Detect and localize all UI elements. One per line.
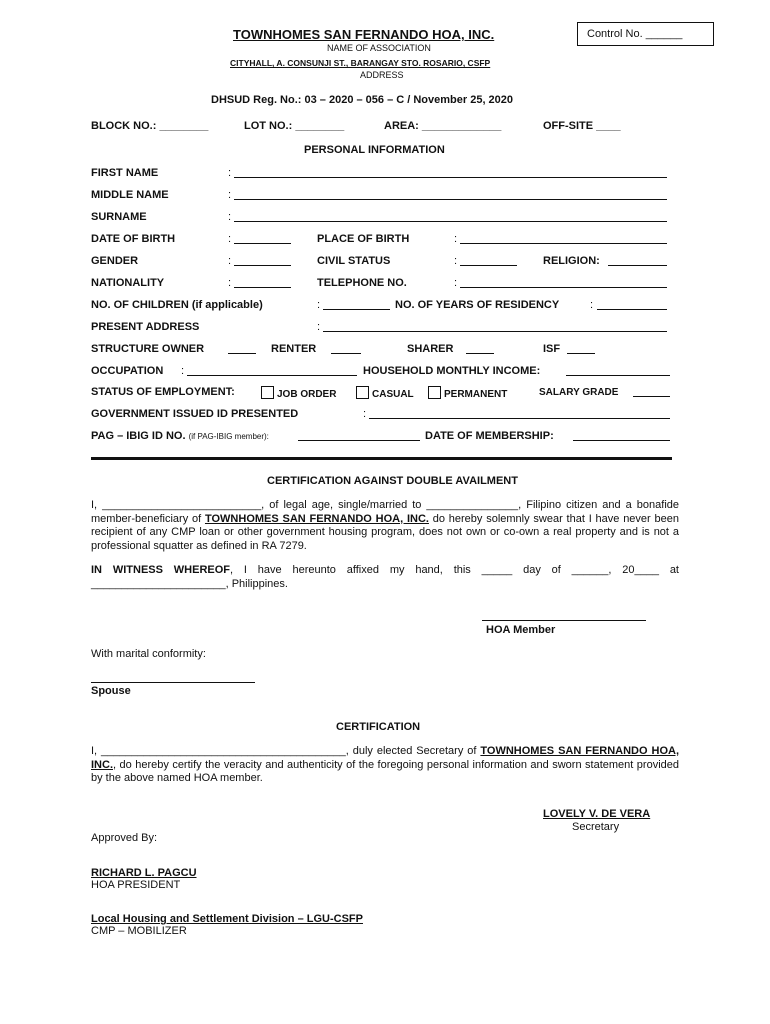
nationality-input[interactable] [234, 287, 291, 288]
spouse-label: Spouse [91, 685, 131, 697]
block-no-field[interactable]: BLOCK NO.: ________ [91, 120, 209, 132]
telephone-input[interactable] [460, 287, 667, 288]
occupation-input[interactable] [187, 375, 357, 376]
approved-by-label: Approved By: [91, 832, 158, 844]
control-number: Control No. ______ [587, 28, 683, 40]
pagibig-input[interactable] [298, 440, 420, 441]
colon: : [590, 299, 594, 311]
religion-label: RELIGION: [543, 255, 600, 267]
religion-input[interactable] [608, 265, 667, 266]
first-name-input[interactable] [234, 177, 667, 178]
personal-info-title: PERSONAL INFORMATION [304, 144, 445, 156]
membership-date-input[interactable] [573, 440, 670, 441]
children-label: NO. OF CHILDREN (if applicable) [91, 299, 263, 311]
household-income-label: HOUSEHOLD MONTHLY INCOME: [363, 365, 541, 377]
job-order-label: JOB ORDER [277, 389, 337, 400]
colon: : [317, 321, 321, 333]
renter-label: RENTER [271, 343, 317, 355]
witness-paragraph: IN WITNESS WHEREOF, I have hereunto affixed my hand, this _____ day of ______, 20____ at ______________________, Philippines. [91, 564, 679, 590]
secretary-title: Secretary [572, 821, 620, 833]
civil-status-input[interactable] [460, 265, 517, 266]
gender-input[interactable] [234, 265, 291, 266]
double-availment-paragraph: I, __________________________, of legal age, single/married to _______________, Filipino citizen and a bonafide member-beneficiary of TOWNHOMES SAN FERNANDO HOA, INC. do hereby solemnly swear that I have never been recipient of any CMP loan or other government housing program, does not own or co-own a real property and is not a professional squatter as defined in RA 7279. [91, 499, 679, 552]
association-caption: NAME OF ASSOCIATION [327, 43, 431, 53]
gov-id-label: GOVERNMENT ISSUED ID PRESENTED [91, 408, 299, 420]
spouse-signature-line[interactable] [91, 682, 255, 683]
colon: : [454, 277, 458, 289]
telephone-label: TELEPHONE NO. [317, 277, 407, 289]
middle-name-input[interactable] [234, 199, 667, 200]
association-name: TOWNHOMES SAN FERNANDO HOA, INC. [233, 27, 495, 42]
surname-input[interactable] [234, 221, 667, 222]
colon: : [228, 167, 232, 179]
colon: : [363, 408, 367, 420]
years-residency-input[interactable] [597, 309, 667, 310]
job-order-option[interactable] [261, 386, 336, 400]
present-address-label: PRESENT ADDRESS [91, 321, 200, 333]
colon: : [228, 233, 232, 245]
colon: : [454, 255, 458, 267]
dhsud-registration: DHSUD Reg. No.: 03 – 2020 – 056 – C / November 25, 2020 [211, 94, 514, 106]
permanent-label: PERMANENT [444, 389, 508, 400]
colon: : [228, 277, 232, 289]
section-divider [91, 457, 672, 460]
nationality-label: NATIONALITY [91, 277, 165, 289]
division-name: Local Housing and Settlement Division – LGU-CSFP [91, 913, 363, 925]
membership-date-label: DATE OF MEMBERSHIP: [425, 430, 554, 442]
children-input[interactable] [323, 309, 390, 310]
casual-label: CASUAL [372, 389, 414, 400]
association-address: CITYHALL, A. CONSUNJI ST., BARANGAY STO. ROSARIO, CSFP [230, 58, 491, 68]
surname-label: SURNAME [91, 211, 147, 223]
gender-label: GENDER [91, 255, 139, 267]
sharer-input[interactable] [466, 353, 494, 354]
double-availment-title: CERTIFICATION AGAINST DOUBLE AVAILMENT [267, 475, 518, 487]
first-name-label: FIRST NAME [91, 167, 159, 179]
renter-input[interactable] [331, 353, 361, 354]
president-name: RICHARD L. PAGCU [91, 867, 197, 879]
area-field[interactable]: AREA: _____________ [384, 120, 502, 132]
pagibig-note: (if PAG-IBIG member): [188, 432, 269, 441]
colon: : [228, 255, 232, 267]
salary-grade-label: SALARY GRADE [539, 387, 619, 398]
isf-input[interactable] [567, 353, 595, 354]
occupation-label: OCCUPATION [91, 365, 164, 377]
hoa-member-label: HOA Member [486, 624, 556, 636]
president-title: HOA PRESIDENT [91, 879, 181, 891]
structure-owner-label: STRUCTURE OWNER [91, 343, 205, 355]
place-of-birth-input[interactable] [460, 243, 667, 244]
present-address-input[interactable] [323, 331, 667, 332]
middle-name-label: MIDDLE NAME [91, 189, 169, 201]
place-of-birth-label: PLACE OF BIRTH [317, 233, 410, 245]
certification-paragraph: I, ________________________________________, duly elected Secretary of TOWNHOMES SAN FERNANDO HOA, INC., do hereby certify the veracity and authenticity of the foregoing personal information and sworn statement provided by the above named HOA member. [91, 745, 679, 784]
employment-status-label: STATUS OF EMPLOYMENT: [91, 386, 235, 398]
secretary-name: LOVELY V. DE VERA [543, 808, 651, 820]
colon: : [228, 189, 232, 201]
date-of-birth-input[interactable] [234, 243, 291, 244]
casual-option[interactable] [356, 386, 414, 400]
colon: : [317, 299, 321, 311]
hoa-member-signature-line[interactable] [482, 620, 646, 621]
years-residency-label: NO. OF YEARS OF RESIDENCY [395, 299, 560, 311]
sharer-label: SHARER [407, 343, 454, 355]
salary-grade-input[interactable] [633, 396, 670, 397]
casual-checkbox[interactable] [356, 386, 369, 399]
permanent-checkbox[interactable] [428, 386, 441, 399]
pagibig-text: PAG – IBIG ID NO. [91, 430, 186, 442]
certification-title: CERTIFICATION [336, 721, 421, 733]
marital-conformity-label: With marital conformity: [91, 648, 206, 660]
control-number-box[interactable] [577, 22, 714, 46]
colon: : [181, 365, 185, 377]
structure-owner-input[interactable] [228, 353, 256, 354]
colon: : [454, 233, 458, 245]
pagibig-label[interactable] [91, 430, 269, 442]
mobilizer-title: CMP – MOBILIZER [91, 925, 187, 937]
job-order-checkbox[interactable] [261, 386, 274, 399]
gov-id-input[interactable] [369, 418, 670, 419]
date-of-birth-label: DATE OF BIRTH [91, 233, 176, 245]
civil-status-label: CIVIL STATUS [317, 255, 391, 267]
lot-no-field[interactable]: LOT NO.: ________ [244, 120, 345, 132]
permanent-option[interactable] [428, 386, 507, 400]
household-income-input[interactable] [566, 375, 670, 376]
address-caption: ADDRESS [360, 70, 404, 80]
isf-label: ISF [543, 343, 561, 355]
colon: : [228, 211, 232, 223]
offsite-field[interactable]: OFF-SITE ____ [543, 120, 621, 132]
